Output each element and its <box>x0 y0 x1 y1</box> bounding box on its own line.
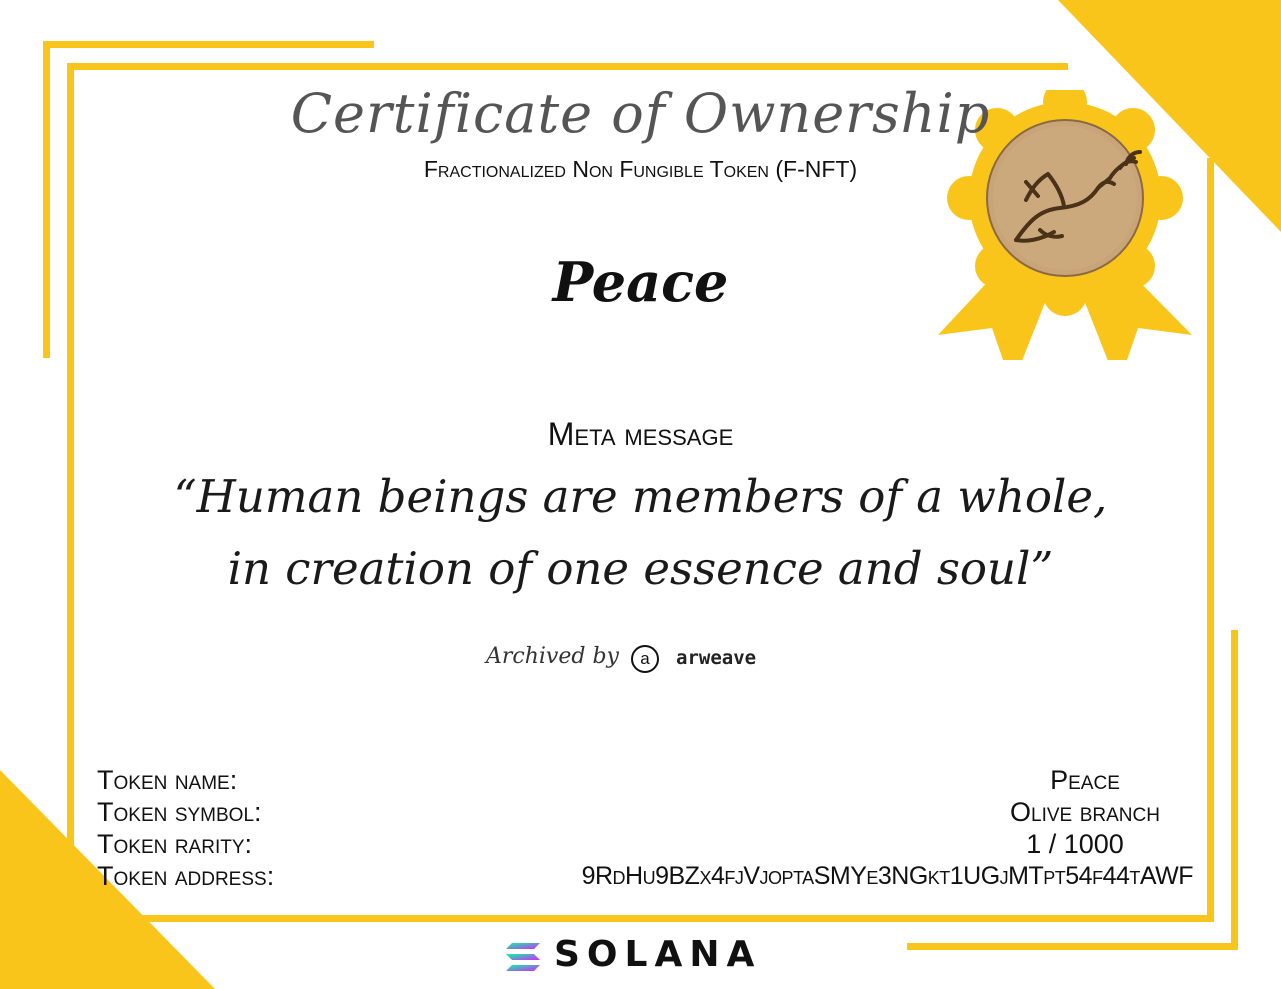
token-name-value: Peace <box>1050 765 1120 795</box>
token-name-label: Token name: <box>97 765 238 795</box>
quote-line-2: in creation of one essence and soul” <box>227 542 1054 595</box>
token-symbol-value: Olive branch <box>1010 797 1160 827</box>
frame-outer-right <box>1231 630 1238 950</box>
frame-outer-top <box>43 41 374 48</box>
token-rarity-value: 1 / 1000 <box>1026 829 1124 859</box>
token-symbol-label: Token symbol: <box>97 797 262 827</box>
token-address-value: 9RdHu9BZx4fjVjoptaSMYe3NGkt1UGjMTpt54f44tAWF <box>581 862 1193 890</box>
frame-outer-bottom <box>907 943 1238 950</box>
token-address-label: Token address: <box>97 861 275 891</box>
frame-inner-bottom <box>67 915 1214 922</box>
arweave-logo-icon: a <box>631 645 659 673</box>
solana-logo-icon <box>506 943 540 971</box>
certificate-title: Certificate of Ownership <box>290 82 991 145</box>
meta-message-label: Meta message <box>547 416 734 452</box>
arweave-name: arweave <box>676 647 757 669</box>
certificate-subtitle: Fractionalized Non Fungible Token (F-NFT) <box>423 156 858 182</box>
token-display-name: Peace <box>552 250 729 314</box>
solana-brand: SOLANA <box>554 934 762 975</box>
archived-by-label: Archived by <box>486 644 619 669</box>
frame-inner-top <box>67 63 1068 70</box>
token-rarity-label: Token rarity: <box>97 829 253 859</box>
quote-line-1: “Human beings are members of a whole, <box>173 470 1108 523</box>
